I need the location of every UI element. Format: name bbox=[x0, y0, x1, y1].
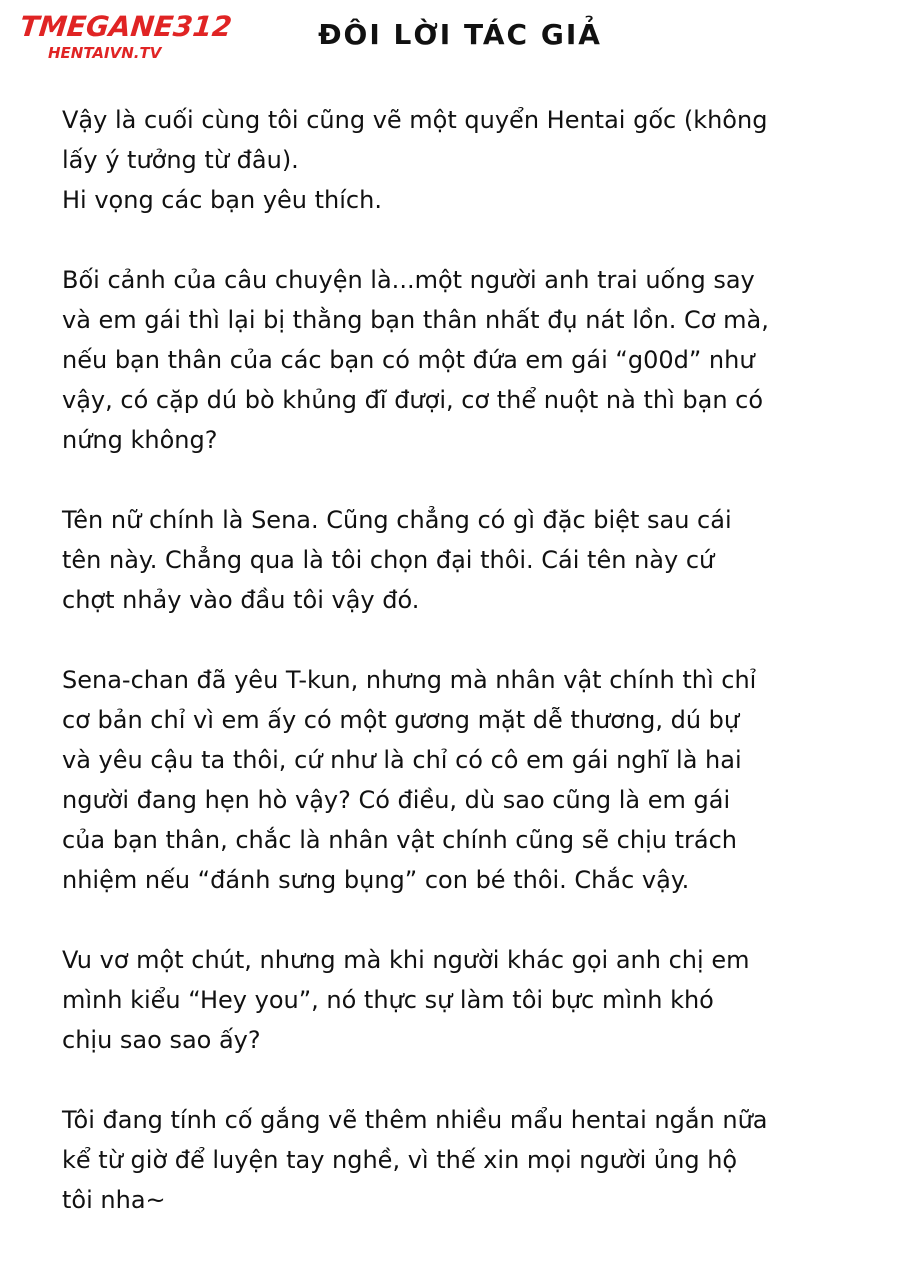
paragraph-aside: Vu vơ một chút, nhưng mà khi người khác gọi anh chị em mình kiểu “Hey you”, nó thực sự làm tôi bực mình khó chịu sao sao ấy? bbox=[62, 946, 750, 1054]
watermark-sub-text: HENTAIVN.TV bbox=[48, 44, 162, 62]
page-title: ĐÔI LỜI TÁC GIẢ bbox=[318, 18, 602, 51]
paragraph-intro: Vậy là cuối cùng tôi cũng vẽ một quyển Hentai gốc (không lấy ý tưởng từ đâu). Hi vọng các bạn yêu thích. bbox=[62, 106, 768, 214]
paragraph-relationship: Sena-chan đã yêu T-kun, nhưng mà nhân vật chính thì chỉ cơ bản chỉ vì em ấy có một gương mặt dễ thương, dú bự và yêu cậu ta thôi, cứ như là chỉ có cô em gái nghĩ là hai người đang hẹn hò vậy? Có điều, dù sao cũng là em gái của bạn thân, chắc là nhân vật chính cũng sẽ chịu trách nhiệm nếu “đánh sưng bụng” con bé thôi. Chắc vậy. bbox=[62, 666, 757, 894]
paragraph-setting: Bối cảnh của câu chuyện là...một người anh trai uống say và em gái thì lại bị thằng bạn thân nhất đụ nát lồn. Cơ mà, nếu bạn thân của các bạn có một đứa em gái “g00d” như vậy, có cặp dú bò khủng đĩ đượi, cơ thể nuột nà thì bạn có nứng không? bbox=[62, 266, 769, 454]
paragraph-closing: Tôi đang tính cố gắng vẽ thêm nhiều mẩu hentai ngắn nữa kể từ giờ để luyện tay nghề, vì thế xin mọi người ủng hộ tôi nha~ bbox=[62, 1106, 768, 1214]
paragraph-heroine: Tên nữ chính là Sena. Cũng chẳng có gì đặc biệt sau cái tên này. Chẳng qua là tôi chọn đại thôi. Cái tên này cứ chợt nhảy vào đầu tôi vậy đó. bbox=[62, 506, 732, 614]
author-note-body bbox=[62, 100, 862, 1260]
watermark-main-text: TMEGANE312 bbox=[18, 10, 234, 43]
